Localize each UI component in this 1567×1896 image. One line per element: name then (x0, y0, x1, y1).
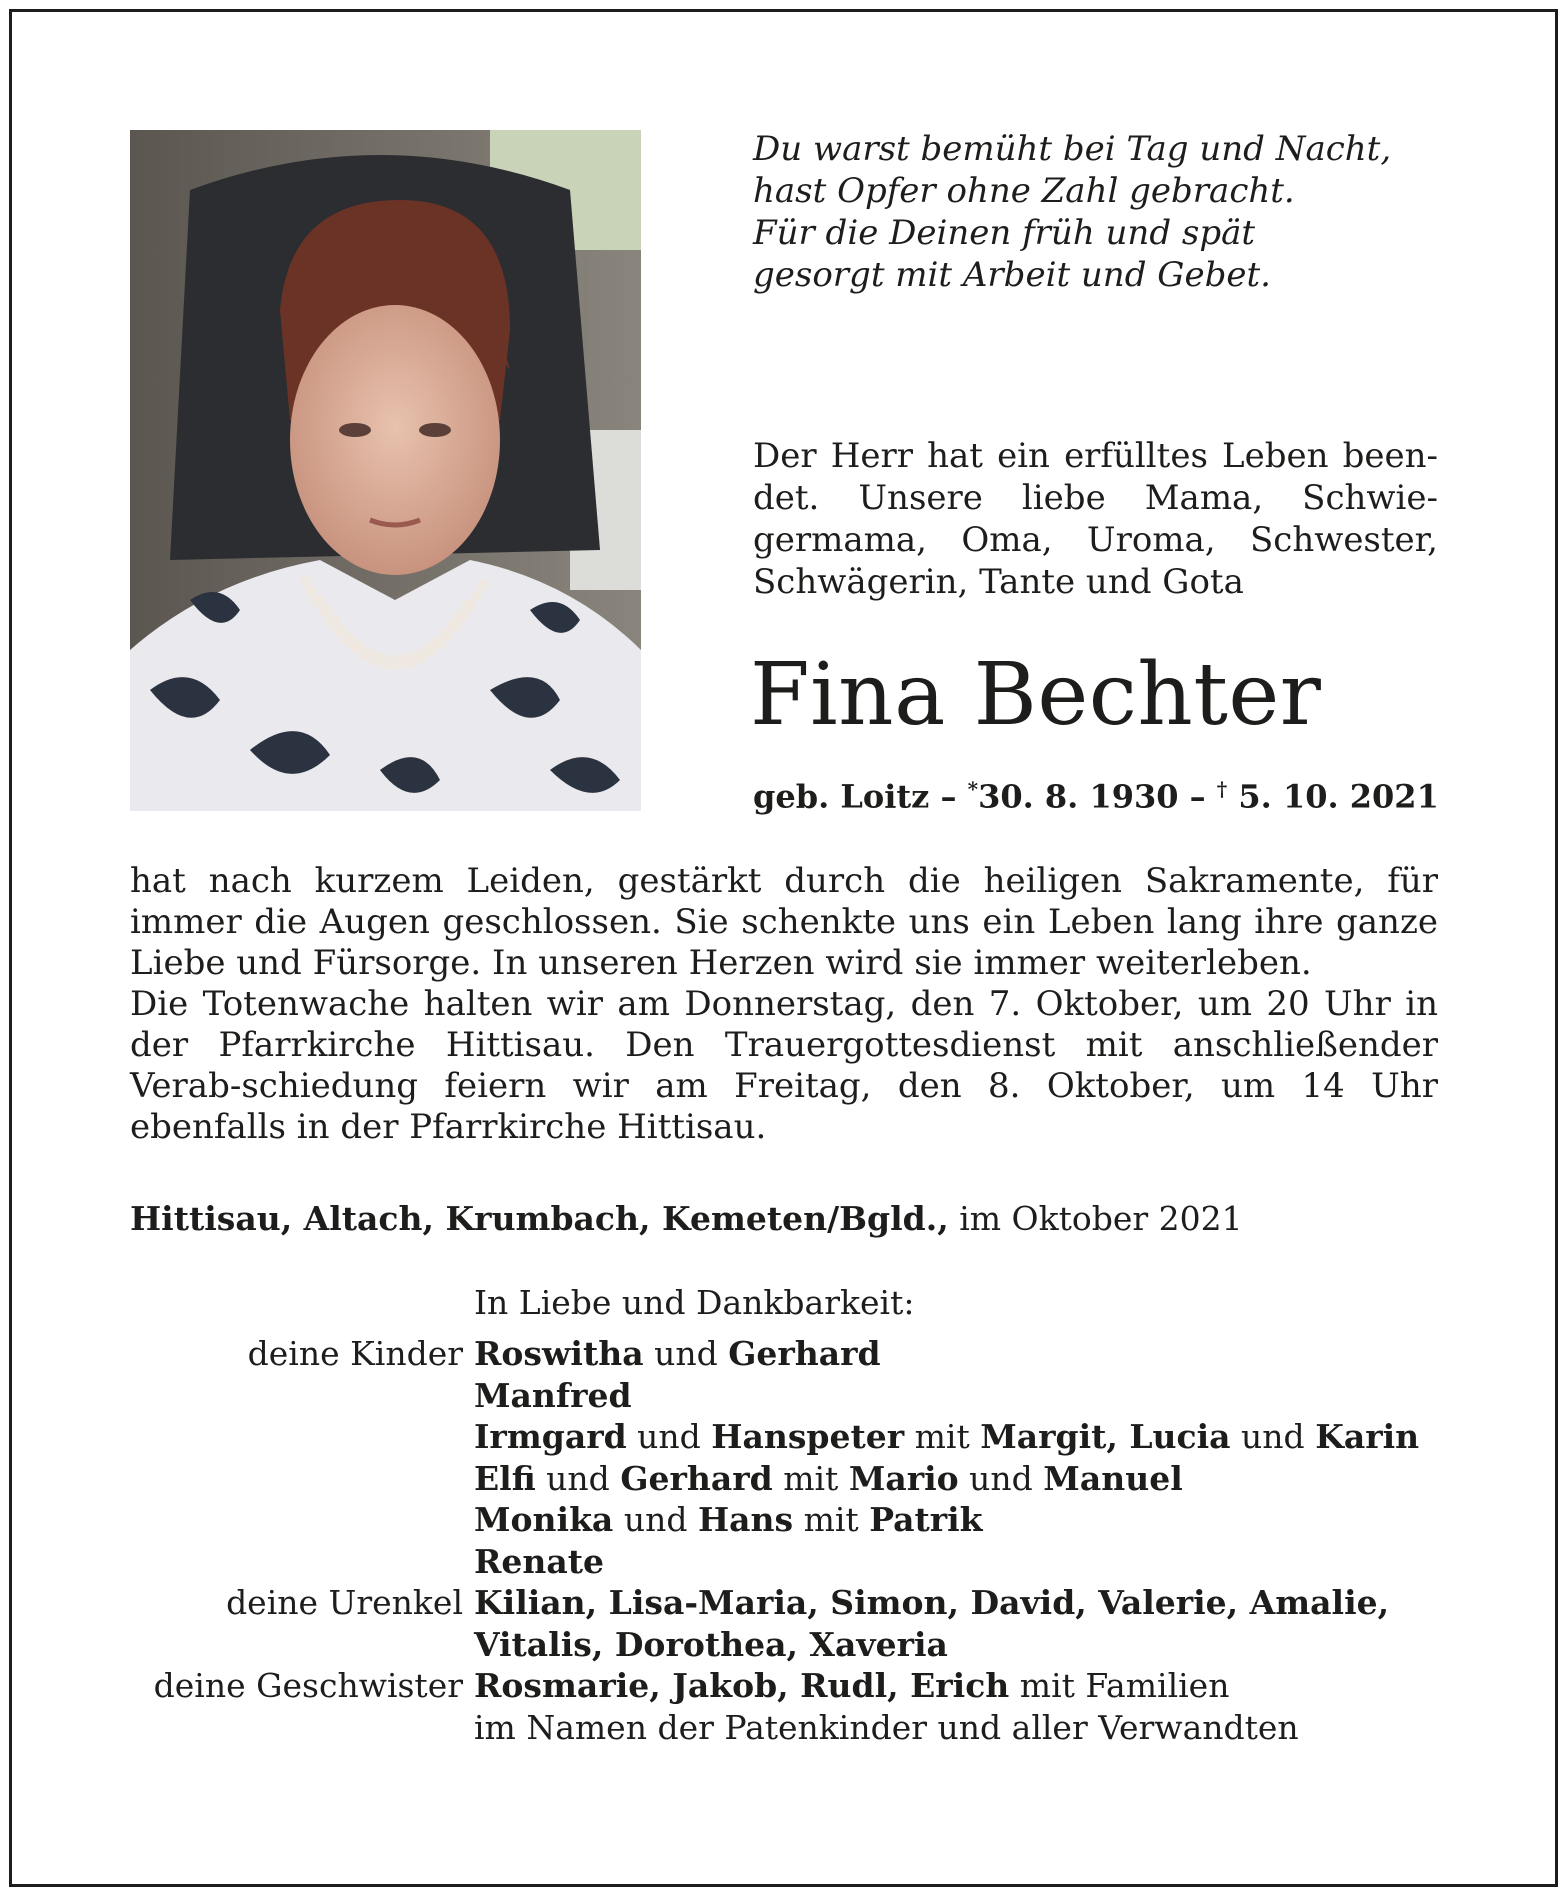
family-row (130, 1499, 1460, 1541)
family-member-name: Manuel (1043, 1458, 1183, 1498)
thanks-line: In Liebe und Dankbarkeit: (474, 1283, 915, 1322)
body-text (130, 861, 1438, 1148)
family-relation-label (130, 1416, 474, 1458)
family-member-name: Irmgard (474, 1417, 627, 1456)
family-member-name: Vitalis, Dorothea, Xaveria (474, 1624, 948, 1664)
family-member-name: Kilian, Lisa-Maria, Simon, David, Valerie, Amalie, (474, 1583, 1390, 1622)
family-connector: mit (793, 1500, 870, 1539)
family-connector: im Namen der Patenkinder und aller Verwandten (474, 1707, 1299, 1747)
death-date: 5. 10. 2021 (1238, 777, 1439, 816)
family-names (474, 1541, 604, 1583)
family-names (474, 1665, 1229, 1707)
family-connector: mit (772, 1458, 849, 1498)
places-line (130, 1199, 1243, 1238)
family-member-name: Hanspeter (711, 1417, 905, 1456)
family-relation-label: deine Kinder (247, 1334, 463, 1373)
intro-text: Der Herr hat ein erfülltes Leben been-det. Unsere liebe Mama, Schwie-germama, Oma, Uroma, Schwester, Schwägerin, Tante und Gota (753, 436, 1438, 602)
family-relation-label (130, 1707, 474, 1749)
family-connector: und (535, 1458, 621, 1498)
death-symbol: † (1216, 777, 1228, 801)
family-names (474, 1458, 1183, 1500)
family-row (130, 1416, 1460, 1458)
family-member-name: Mario (848, 1458, 959, 1498)
poem-line: gesorgt mit Arbeit und Gebet. (753, 255, 1271, 295)
family-member-name: Manfred (474, 1375, 632, 1415)
birth-symbol: * (967, 777, 979, 801)
family-relation-label: deine Geschwister (153, 1666, 463, 1705)
family-names (474, 1707, 1299, 1749)
birth-name: geb. Loitz – (753, 777, 957, 816)
portrait-photo (130, 130, 641, 811)
family-member-name: Monika (474, 1500, 614, 1539)
family-relation-label (130, 1375, 474, 1417)
family-row (130, 1582, 1460, 1624)
family-names (474, 1582, 1389, 1624)
family-row (130, 1665, 1460, 1707)
family-row (130, 1541, 1460, 1583)
family-relation-label (130, 1541, 474, 1583)
family-member-name: Patrik (869, 1500, 983, 1539)
family-member-name: Rosmarie, Jakob, Rudl, Erich (474, 1666, 1010, 1705)
family-names (474, 1375, 632, 1417)
family-names (474, 1499, 983, 1541)
family-member-name: Renate (474, 1541, 605, 1581)
family-connector: mit (904, 1417, 981, 1456)
family-member-name: Gerhard (728, 1334, 881, 1373)
family-relation-label: deine Urenkel (226, 1583, 463, 1622)
family-row (130, 1624, 1460, 1666)
family-relation-label (130, 1458, 474, 1500)
family-member-name: Gerhard (620, 1458, 773, 1498)
family-connector: und (643, 1334, 729, 1373)
family-row (130, 1375, 1460, 1417)
family-connector: und (958, 1458, 1044, 1498)
family-connector: und (1230, 1417, 1316, 1456)
poem-line: Du warst bemüht bei Tag und Nacht, (753, 129, 1392, 169)
family-connector: und (626, 1417, 712, 1456)
family-list (130, 1333, 1460, 1748)
family-member-name: Elfi (474, 1458, 536, 1498)
poem-line: hast Opfer ohne Zahl gebracht. (753, 171, 1295, 211)
family-member-name: Margit, Lucia (980, 1417, 1231, 1456)
places-date: im Oktober 2021 (948, 1199, 1243, 1238)
family-member-name: Hans (697, 1500, 794, 1539)
birth-date: 30. 8. 1930 – (978, 777, 1206, 816)
family-row (130, 1333, 1460, 1375)
body-paragraph: hat nach kurzem Leiden, gestärkt durch die heiligen Sakramente, für immer die Augen geschlossen. Sie schenkte uns ein Leben lang ihre ganze Liebe und Fürsorge. In unseren Herzen wird sie immer weiterleben. (130, 861, 1438, 983)
places-names: Hittisau, Altach, Krumbach, Kemeten/Bgld., (130, 1199, 949, 1238)
family-member-name: Karin (1315, 1417, 1420, 1456)
family-row (130, 1707, 1460, 1749)
family-names (474, 1333, 881, 1375)
poem (753, 128, 1453, 296)
family-relation-label (130, 1624, 474, 1666)
family-connector: und (613, 1500, 698, 1539)
family-connector: mit Familien (1009, 1666, 1230, 1705)
family-names (474, 1624, 948, 1666)
family-names (474, 1416, 1419, 1458)
family-row (130, 1458, 1460, 1500)
family-relation-label (130, 1499, 474, 1541)
deceased-name: Fina Bechter (750, 645, 1322, 745)
poem-line: Für die Deinen früh und spät (753, 213, 1256, 253)
family-member-name: Roswitha (474, 1334, 644, 1373)
body-paragraph: Die Totenwache halten wir am Donnerstag, den 7. Oktober, um 20 Uhr in der Pfarrkirche Hittisau. Den Trauergottesdienst mit anschließender Verab-schiedung feiern wir am Freitag, den 8. Oktober, um 14 Uhr ebenfalls in der Pfarrkirche Hittisau. (130, 984, 1438, 1147)
life-dates (753, 777, 1439, 816)
